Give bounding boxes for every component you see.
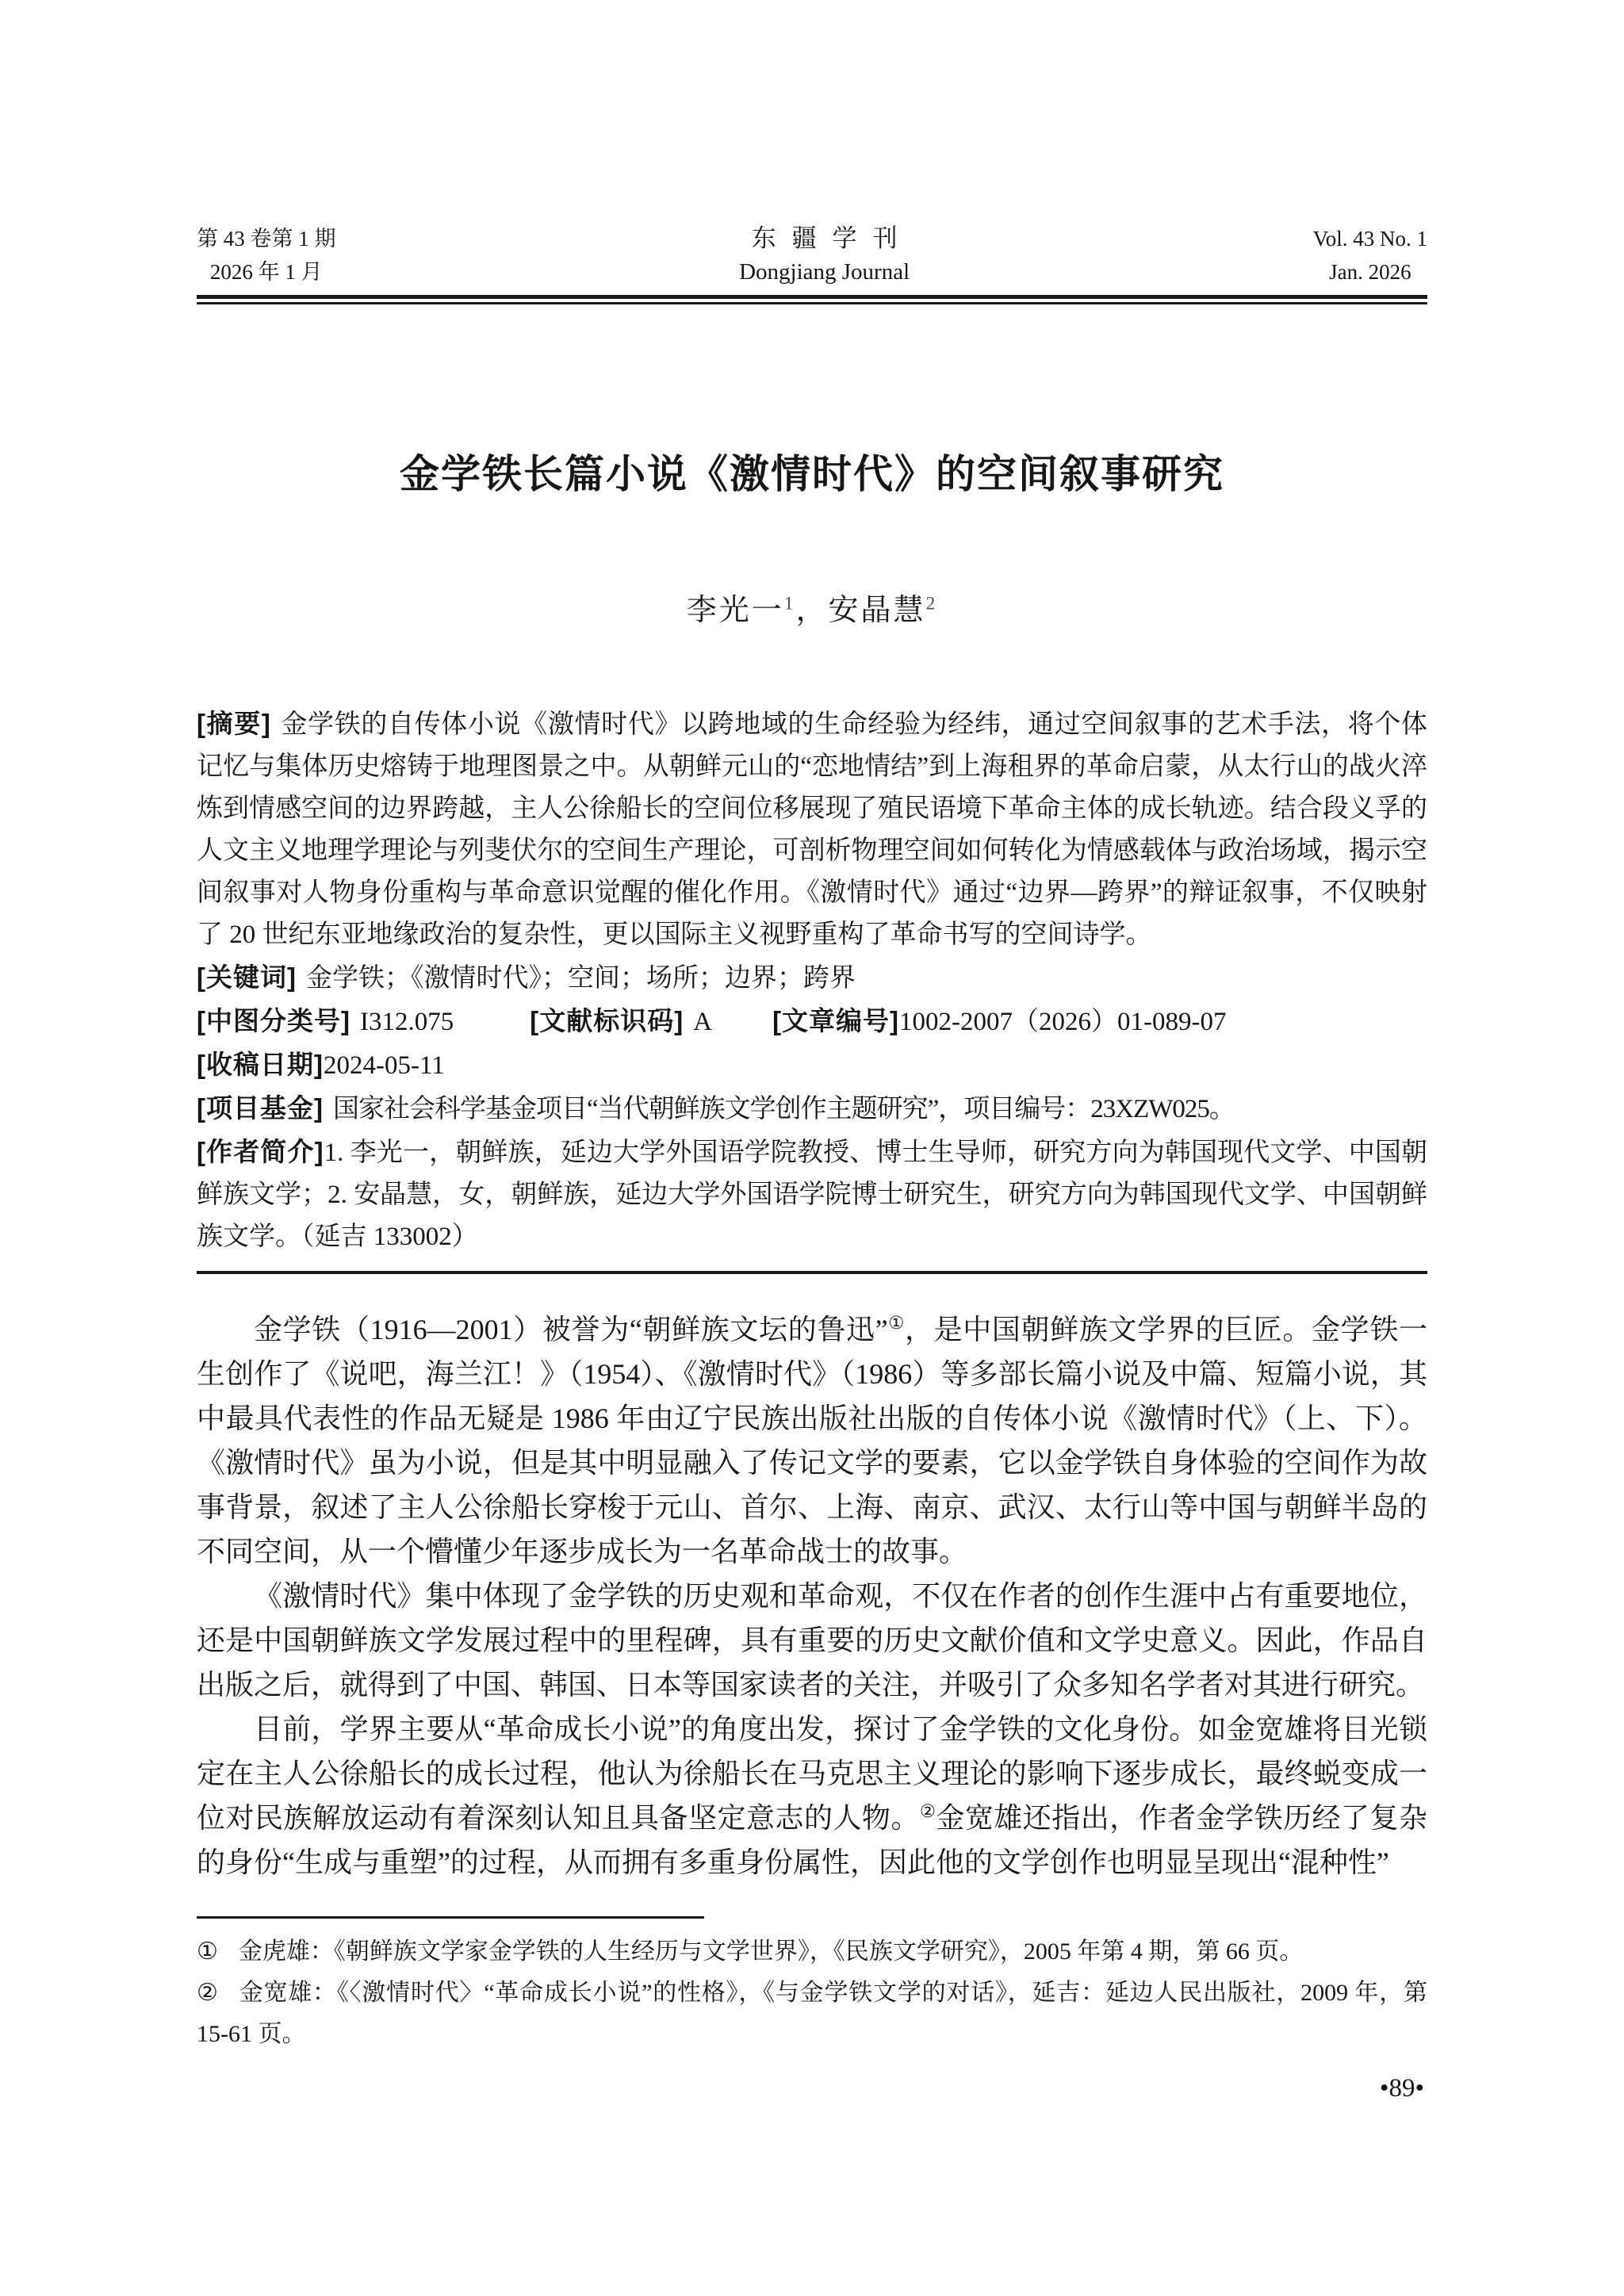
body-paragraph-1: 金学铁（1916—2001）被誉为“朝鲜族文坛的鲁迅”①，是中国朝鲜族文学界的巨匠。金学铁一生创作了《说吧，海兰江！》（1954）、《激情时代》（1986）等多部长篇小说及中篇、短篇小说，其中最具代表性的作品无疑是 1986 年由辽宁民族出版社出版的自传体小说《激情时代》（上、下）。《激情时代》虽为小说，但是其中明显融入了传记文学的要素，它以金学铁自身体验的空间作为故事背景，叙述了主人公徐船长穿梭于元山、首尔、上海、南京、武汉、太行山等中国与朝鲜半岛的不同空间，从一个懵懂少年逐步成长为一名革命战士的故事。 <box>197 1313 1427 1567</box>
body-paragraph-3: 目前，学界主要从“革命成长小说”的角度出发，探讨了金学铁的文化身份。如金宽雄将目光锁定在主人公徐船长的成长过程，他认为徐船长在马克思主义理论的影响下逐步成长，最终蜕变成一位对民族解放运动有着深刻认知且具备坚定意志的人物。②金宽雄还指出，作者金学铁历经了复杂的身份“生成与重塑”的过程，从而拥有多重身份属性，因此他的文学创作也明显呈现出“混种性” <box>197 1713 1427 1878</box>
keywords-text: 金学铁；《激情时代》；空间；场所；边界；跨界 <box>305 964 856 993</box>
doc-code-value: A <box>693 1008 713 1036</box>
doc-code-pair <box>530 1008 712 1036</box>
footnote-1 <box>197 1931 1427 1973</box>
footnote-2-text: 金宽雄：《〈激情时代〉“革命成长小说”的性格》，《与金学铁文学的对话》，延吉：延边人民出版社，2009 年，第 15-61 页。 <box>197 1980 1427 2047</box>
bio-label: [作者简介] <box>197 1137 324 1166</box>
keywords <box>197 956 1427 1000</box>
bio-text: 1. 李光一，朝鲜族，延边大学外国语学院教授、博士生导师，研究方向为韩国现代文学、中国朝鲜族文学；2. 安晶慧，女，朝鲜族，延边大学外国语学院博士研究生，研究方向为韩国现代文学、中国朝鲜族文学。（延吉 133002） <box>197 1138 1428 1251</box>
meta-block <box>197 702 1427 1258</box>
issue-date-en: Jan. 2026 <box>1329 260 1411 284</box>
volume-issue-en: Vol. 43 No. 1 <box>1312 227 1427 251</box>
clc-pair <box>197 1008 454 1036</box>
issue-date-cn: 2026 年 1 月 <box>209 260 323 284</box>
journal-name-cn: 东疆学刊 <box>751 224 914 252</box>
issue-info <box>197 222 336 289</box>
footnote-2 <box>197 1973 1427 2055</box>
issue-info-en <box>1313 222 1427 289</box>
received-label: [收稿日期] <box>197 1050 324 1079</box>
abstract-label: [摘要] <box>197 709 271 738</box>
article-id-label: [文章编号] <box>772 1006 900 1035</box>
body-paragraph-2: 《激情时代》集中体现了金学铁的历史观和革命观，不仅在作者的创作生涯中占有重要地位，还是中国朝鲜族文学发展过程中的里程碑，具有重要的历史文献价值和文学史意义。因此，作品自出版之后，就得到了中国、韩国、日本等国家读者的关注，并吸引了众多知名学者对其进行研究。 <box>197 1580 1427 1701</box>
article-body <box>197 1307 1427 1885</box>
keywords-label: [关键词] <box>197 962 297 992</box>
clc-label: [中图分类号] <box>197 1006 350 1035</box>
footnote-1-text: 金虎雄：《朝鲜族文学家金学铁的人生经历与文学世界》，《民族文学研究》，2005 年第 4 期，第 66 页。 <box>238 1938 1304 1965</box>
meta-divider <box>197 1271 1427 1274</box>
footnote-1-marker: ① <box>197 1938 218 1965</box>
article-id-value: 1002-2007（2026）01-089-07 <box>899 1008 1227 1036</box>
clc-value: I312.075 <box>359 1008 454 1036</box>
doc-code-label: [文献标识码] <box>530 1006 684 1035</box>
page-number: •89• <box>1379 2074 1424 2103</box>
footnote-2-marker: ② <box>197 1980 219 2006</box>
header-divider <box>197 295 1427 304</box>
received-date <box>197 1043 1427 1087</box>
running-head <box>197 222 1427 289</box>
received-value: 2024-05-11 <box>323 1051 445 1080</box>
article-title: 金学铁长篇小说《激情时代》的空间叙事研究 <box>400 452 1224 496</box>
author-bio <box>197 1131 1427 1258</box>
footnote-divider <box>197 1916 704 1919</box>
abstract <box>197 702 1427 956</box>
article-id-pair <box>772 1008 1226 1036</box>
fund-label: [项目基金] <box>197 1093 324 1123</box>
classification-row <box>197 1000 1427 1043</box>
fund-text: 国家社会科学基金项目“当代朝鲜族文学创作主题研究”，项目编号：23XZW025。 <box>332 1095 1235 1123</box>
volume-issue: 第 43 卷第 1 期 <box>197 227 336 251</box>
journal-name <box>736 222 914 289</box>
footnotes <box>197 1931 1427 2055</box>
fund-project <box>197 1087 1427 1131</box>
authors-line: 李光一$^1$，安晶慧$^2$ <box>686 593 938 627</box>
abstract-text: 金学铁的自传体小说《激情时代》以跨地域的生命经验为经纬，通过空间叙事的艺术手法，将个体记忆与集体历史熔铸于地理图景之中。从朝鲜元山的“恋地情结”到上海租界的革命启蒙，从太行山的战火淬炼到情感空间的边界跨越，主人公徐船长的空间位移展现了殖民语境下革命主体的成长轨迹。结合段义孚的人文主义地理学理论与列斐伏尔的空间生产理论，可剖析物理空间如何转化为情感载体与政治场域，揭示空间叙事对人物身份重构与革命意识觉醒的催化作用。《激情时代》通过“边界—跨界”的辩证叙事，不仅映射了 20 世纪东亚地缘政治的复杂性，更以国际主义视野重构了革命书写的空间诗学。 <box>197 710 1427 949</box>
journal-name-en: Dongjiang Journal <box>739 259 910 285</box>
